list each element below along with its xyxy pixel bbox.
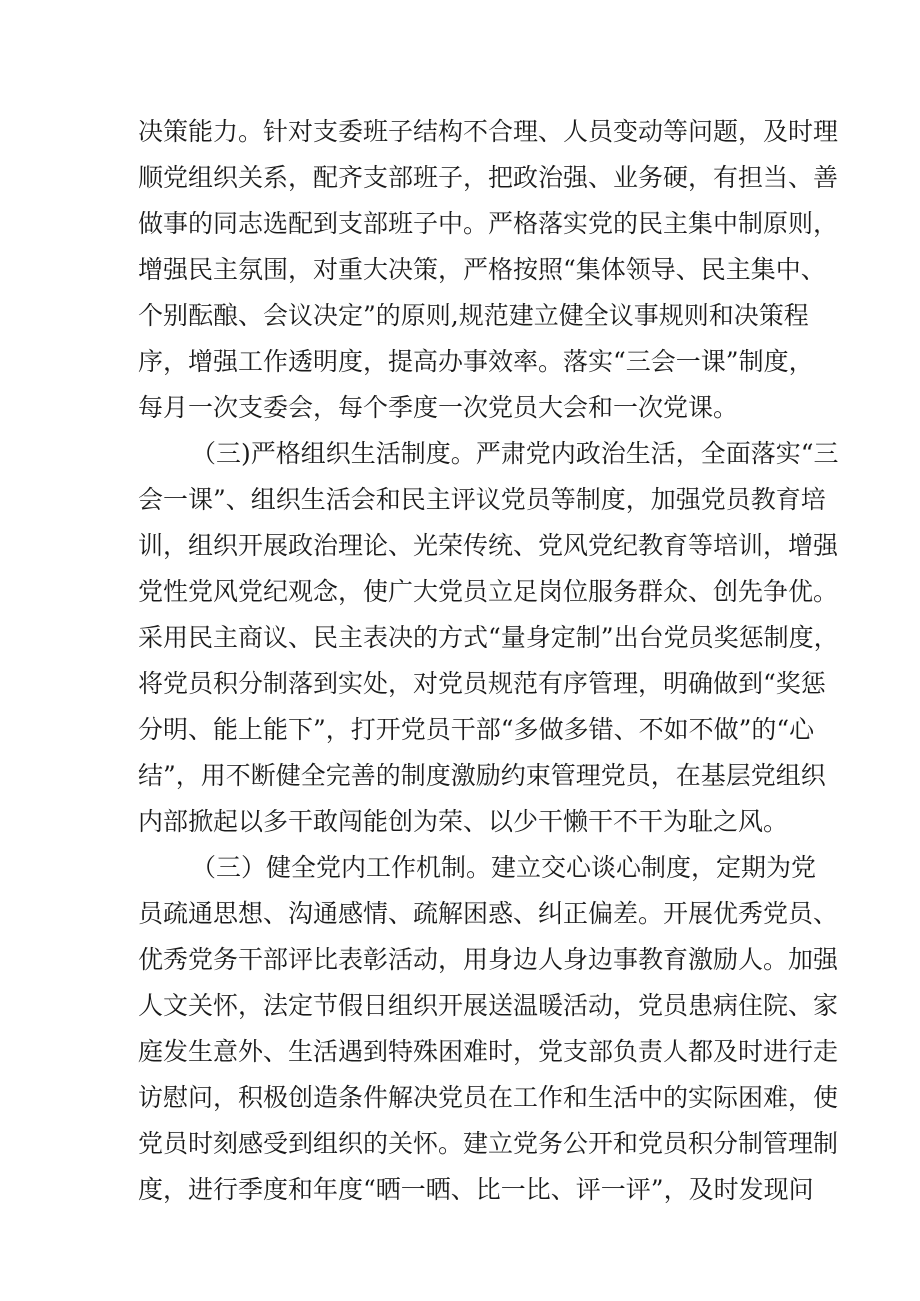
paragraph-line: 采用民主商议、民主表决的方式“量身定制”出台党员奖惩制度， [138,623,839,652]
paragraph-line: 人文关怀，法定节假日组织开展送温暖活动，党员患病住院、家 [138,991,839,1020]
paragraph-line: 顺党组织关系，配齐支部班子，把政治强、业务硬，有担当、善 [138,163,839,192]
paragraph-line: 党性党风党纪观念，使广大党员立足岗位服务群众、创先争优。 [138,577,839,606]
paragraph-line: 庭发生意外、生活遇到特殊困难时，党支部负责人都及时进行走 [138,1037,839,1066]
paragraph-line: 增强民主氛围，对重大决策，严格按照“集体领导、民主集中、 [138,255,826,284]
paragraph-line: 分明、能上能下”，打开党员干部“多做多错、不如不做”的“心 [138,715,815,744]
paragraph-line: 党员时刻感受到组织的关怀。建立党务公开和党员积分制管理制 [138,1129,839,1158]
paragraph-line: 内部掀起以多干敢闯能创为荣、以少干懒干不干为耻之风。 [138,807,789,836]
paragraph-line: 度，进行季度和年度“晒一晒、比一比、评一评”，及时发现问 [138,1175,814,1204]
paragraph-line: 优秀党务干部评比表彰活动，用身边人身边事教育激励人。加强 [138,945,839,974]
paragraph-line: 结”，用不断健全完善的制度激励约束管理党员，在基层党组织 [138,761,826,790]
paragraph-line: 训，组织开展政治理论、光荣传统、党风党纪教育等培训，增强 [138,531,839,560]
section-heading-line: （三)严格组织生活制度。严肃党内政治生活，全面落实“三 [191,439,839,468]
paragraph-line: 会一课”、组织生活会和民主评议党员等制度，加强党员教育培 [138,485,826,514]
paragraph-line: 访慰问，积极创造条件解决党员在工作和生活中的实际困难，使 [138,1083,839,1112]
paragraph-line: 员疏通思想、沟通感情、疏解困惑、纠正偏差。开展优秀党员、 [138,899,839,928]
paragraph-line: 个别酝酿、会议决定”的原则,规范建立健全议事规则和决策程 [138,301,809,330]
paragraph-line: 做事的同志选配到支部班子中。严格落实党的民主集中制原则， [138,209,839,238]
paragraph-line: 决策能力。针对支委班子结构不合理、人员变动等问题，及时理 [138,117,839,146]
paragraph-line: 序，增强工作透明度，提高办事效率。落实“三会一课”制度， [138,347,814,376]
paragraph-line: 每月一次支委会，每个季度一次党员大会和一次党课。 [138,393,739,422]
paragraph-line: 将党员积分制落到实处，对党员规范有序管理，明确做到“奖惩 [138,669,826,698]
section-heading-line: （三）健全党内工作机制。建立交心谈心制度，定期为党 [191,853,817,882]
